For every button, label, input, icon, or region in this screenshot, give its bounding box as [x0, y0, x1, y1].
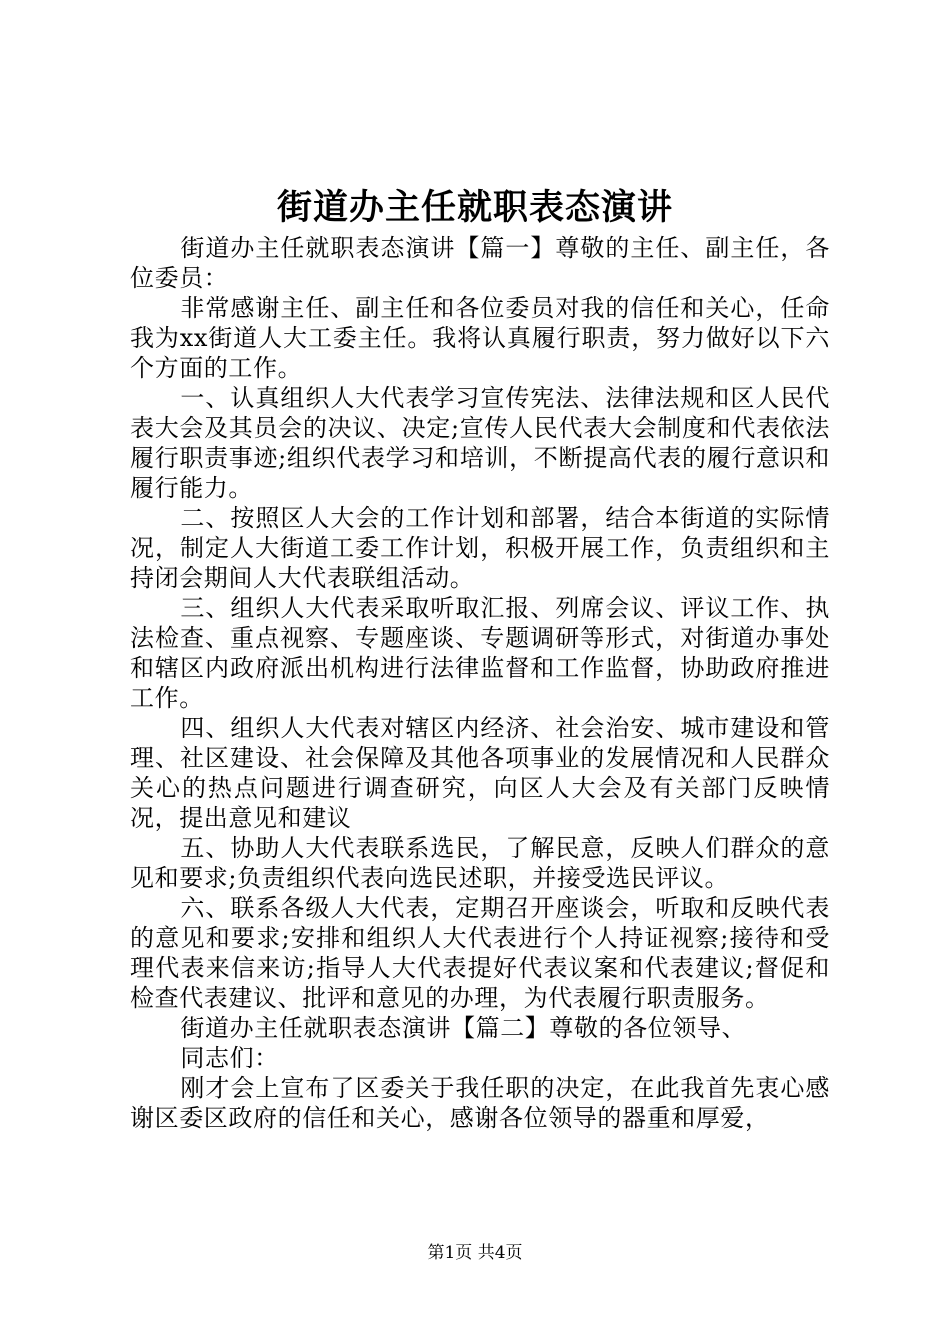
paragraph: 四、组织人大代表对辖区内经济、社会治安、城市建设和管理、社区建设、社会保障及其他各项事业的发展情况和人民群众关心的热点问题进行调查研究，向区人大会及有关部门反映情况，提出意见和建议	[130, 714, 830, 832]
paragraph: 六、联系各级人大代表，定期召开座谈会，听取和反映代表的意见和要求;安排和组织人大代表进行个人持证视察;接待和受理代表来信来访;指导人大代表提好代表议案和代表建议;督促和检查代表建议、批评和意见的办理，为代表履行职责服务。	[130, 894, 830, 1012]
document-body	[130, 233, 830, 1133]
paragraph: 五、协助人大代表联系选民，了解民意，反映人们群众的意见和要求;负责组织代表向选民述职，并接受选民评议。	[130, 834, 830, 892]
paragraph: 刚才会上宣布了区委关于我任职的决定，在此我首先衷心感谢区委区政府的信任和关心，感谢各位领导的器重和厚爱，	[130, 1074, 830, 1132]
paragraph: 街道办主任就职表态演讲【篇二】尊敬的各位领导、	[180, 1014, 747, 1042]
paragraph: 一、认真组织人大代表学习宣传宪法、法律法规和区人民代表大会及其员会的决议、决定;宣传人民代表大会制度和代表依法履行职责事迹;组织代表学习和培训，不断提高代表的履行意识和履行能力。	[130, 384, 830, 502]
paragraph: 非常感谢主任、副主任和各位委员对我的信任和关心，任命我为xx街道人大工委主任。我将认真履行职责，努力做好以下六个方面的工作。	[130, 294, 830, 382]
paragraph: 街道办主任就职表态演讲【篇一】尊敬的主任、副主任，各位委员：	[130, 234, 830, 292]
document-title: 街道办主任就职表态演讲	[276, 187, 673, 228]
paragraph: 二、按照区人大会的工作计划和部署，结合本街道的实际情况，制定人大街道工委工作计划，积极开展工作，负责组织和主持闭会期间人大代表联组活动。	[130, 504, 830, 592]
paragraph: 同志们：	[180, 1044, 279, 1072]
paragraph: 三、组织人大代表采取听取汇报、列席会议、评议工作、执法检查、重点视察、专题座谈、专题调研等形式，对街道办事处和辖区内政府派出机构进行法律监督和工作监督，协助政府推进工作。	[130, 594, 830, 712]
page-number-footer: 第1页 共4页	[427, 1243, 523, 1263]
